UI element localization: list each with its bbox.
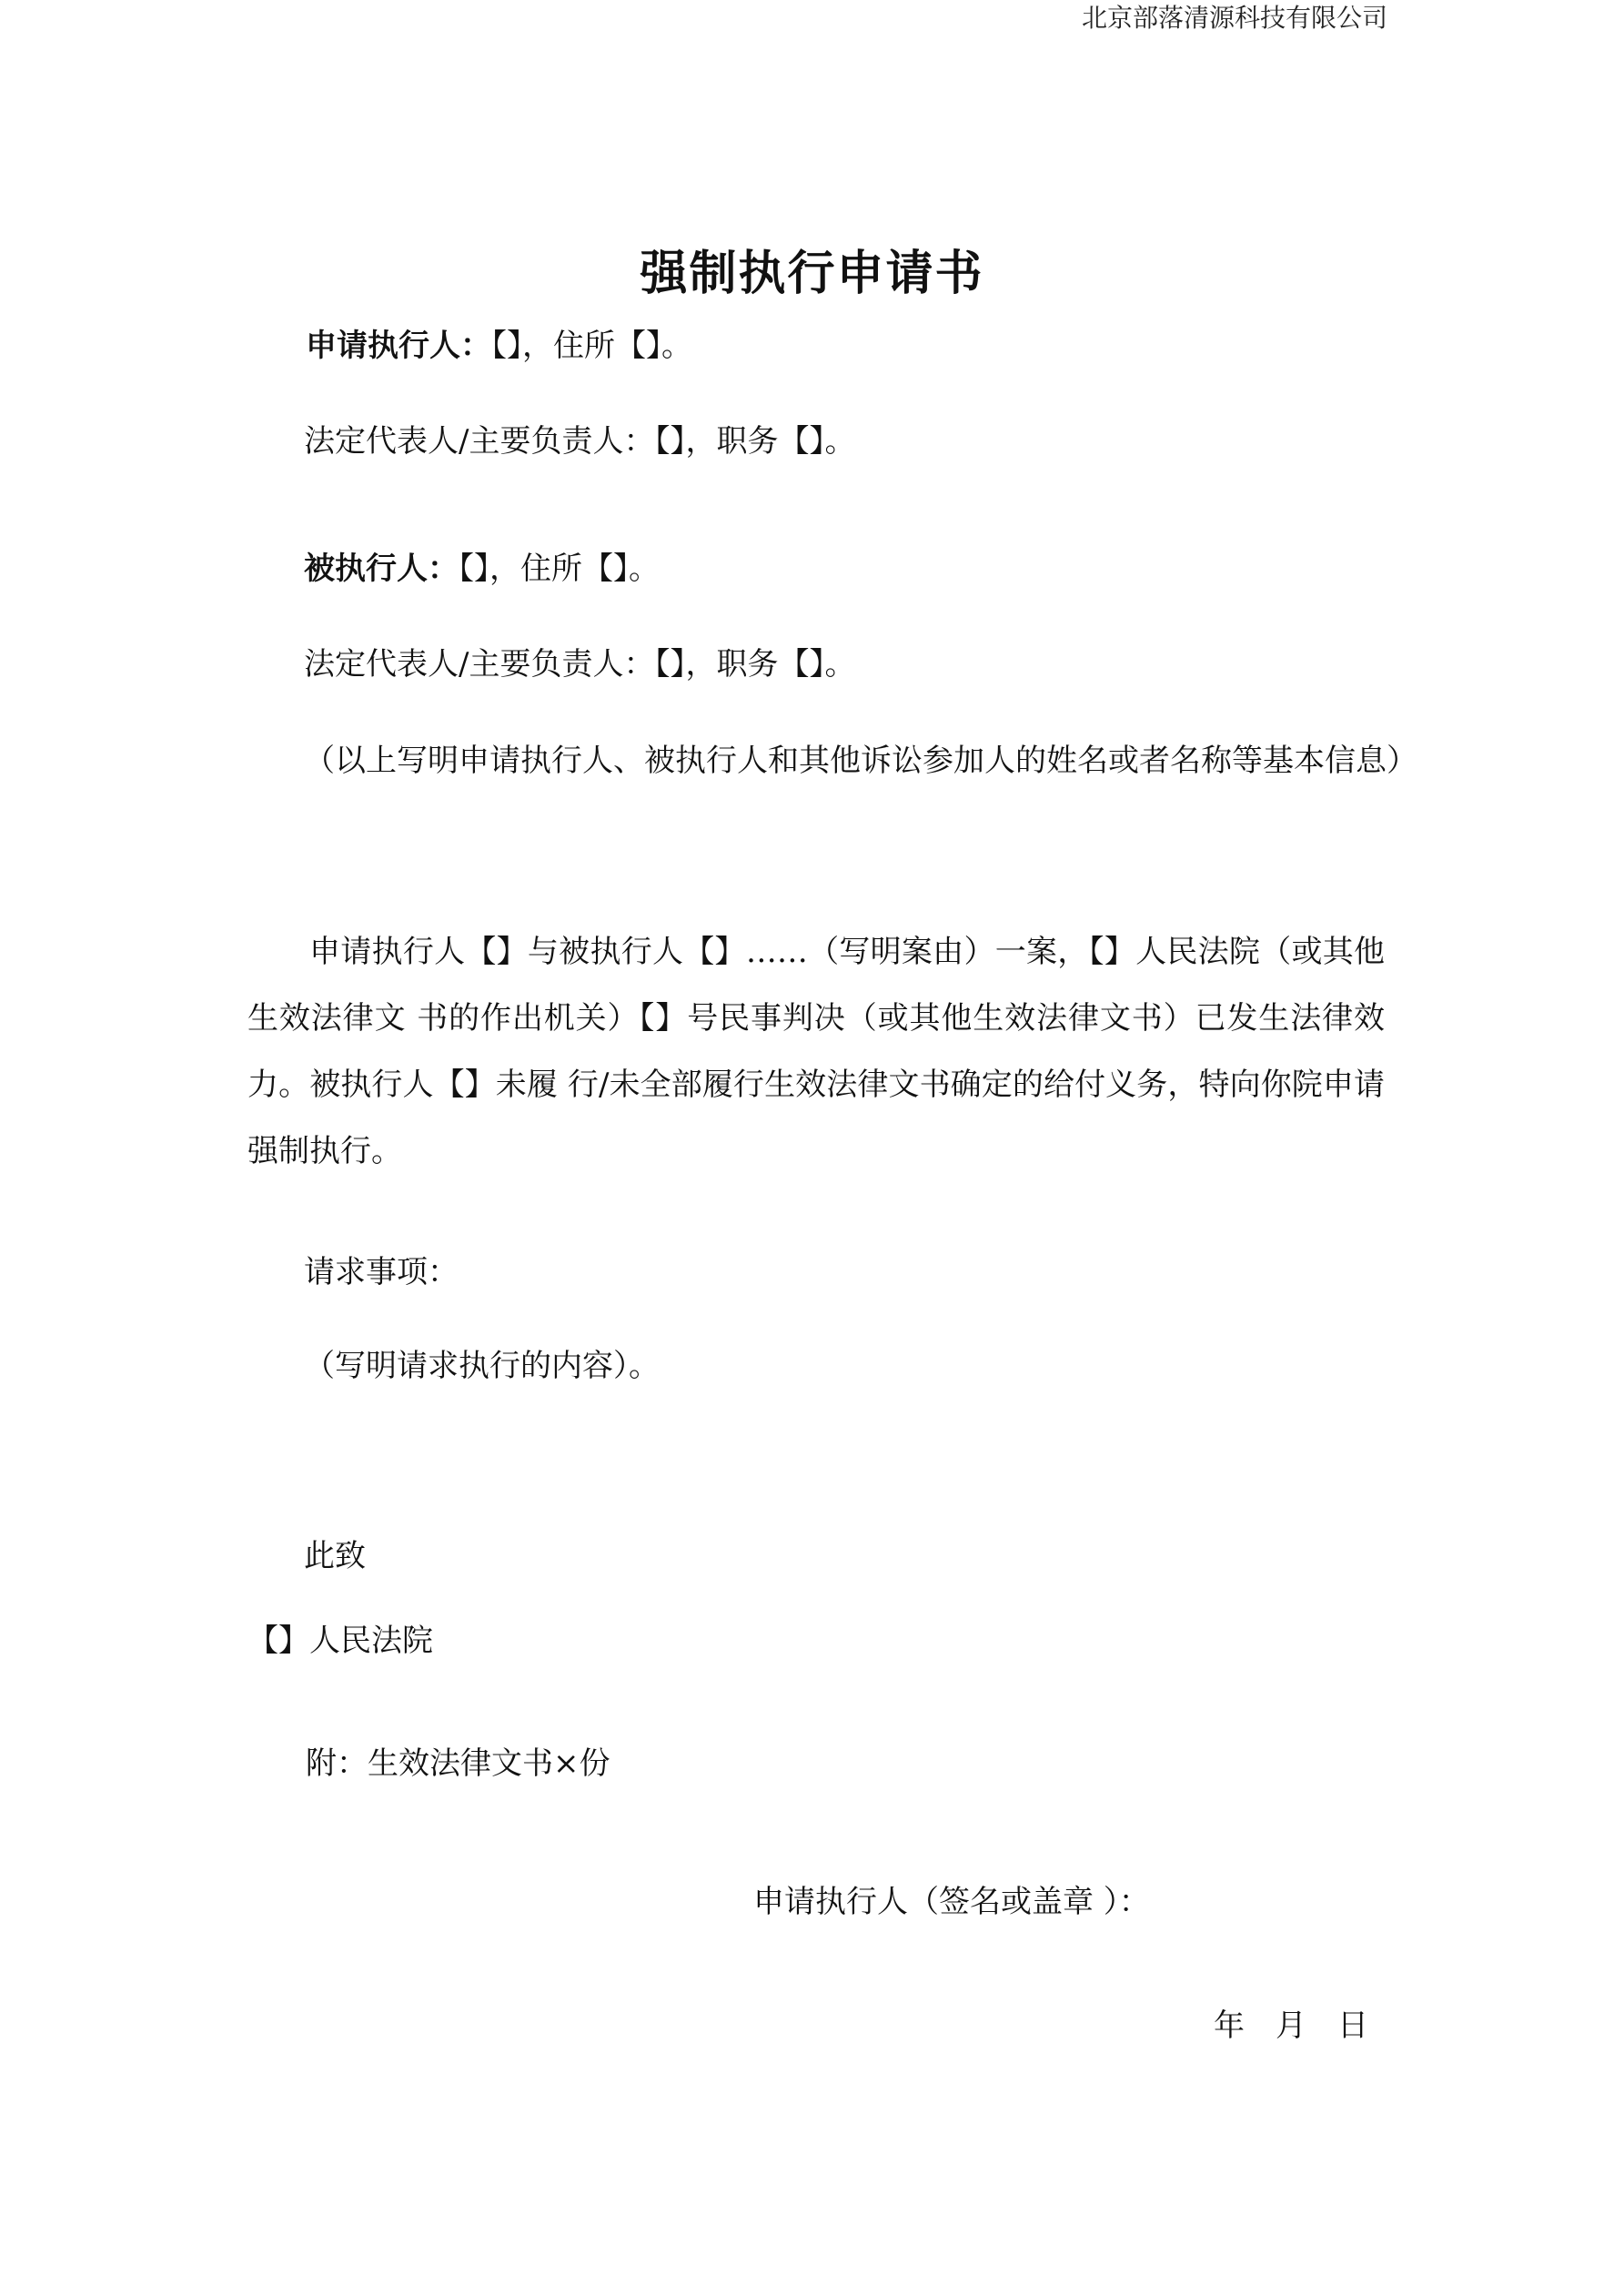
respondent-value: 【】，住所【】。 xyxy=(459,551,660,587)
header-company-name: 北京部落清源科技有限公司 xyxy=(1081,3,1387,33)
applicant-label: 申请执行人： xyxy=(306,328,491,364)
body-paragraph: 申请执行人【】与被执行人【】……（写明案由）一案，【】人民法院（或其他生效法律文 书的作出机关）【】号民事判决（或其他生效法律文书）已发生法律效力。被执行人【】未履 行/未全部履行生效法律文书确定的给付义务，特向你院申请强制执行。 xyxy=(247,934,1385,1169)
applicant-representative: 法定代表人/主要负责人：【】，职务【】。 xyxy=(304,423,856,460)
respondent-label: 被执行人： xyxy=(304,551,459,587)
info-note: （以上写明申请执行人、被执行人和其他诉讼参加人的姓名或者名称等基本信息） xyxy=(304,743,1417,779)
applicant-value: 【】，住所【】。 xyxy=(491,328,692,364)
document-title: 强制执行申请书 xyxy=(640,246,984,301)
applicant-line xyxy=(306,328,692,364)
court-name: 【】人民法院 xyxy=(247,1623,433,1659)
respondent-line xyxy=(304,551,660,587)
request-heading: 请求事项： xyxy=(304,1254,459,1290)
respondent-representative: 法定代表人/主要负责人：【】，职务【】。 xyxy=(304,646,856,683)
date-line: 年 月 日 xyxy=(1214,2008,1368,2044)
signature-line: 申请执行人（签名或盖章 ）： xyxy=(753,1884,1150,1920)
request-content: （写明请求执行的内容）。 xyxy=(304,1348,660,1384)
attachment-line: 附：生效法律文书×份 xyxy=(306,1745,610,1782)
salutation: 此致 xyxy=(304,1538,366,1574)
